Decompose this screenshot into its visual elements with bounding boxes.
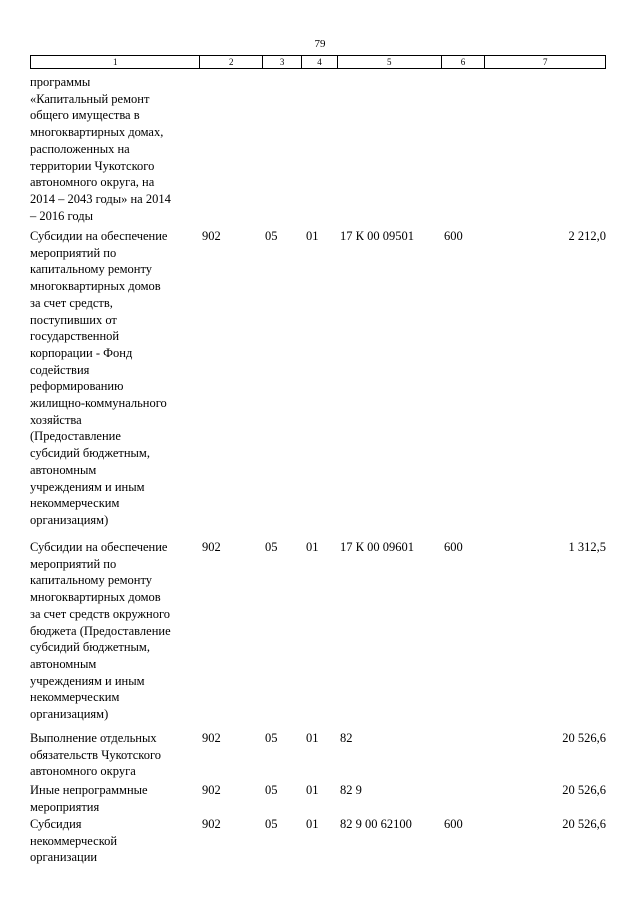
text-line: государственной — [30, 329, 120, 344]
row-name — [30, 730, 202, 780]
column-header-2: 2 — [200, 56, 263, 68]
amount: 20 526,6 — [562, 731, 606, 745]
text-line: многоквартирных домах, — [30, 125, 164, 140]
text-line: жилищно-коммунального — [30, 396, 167, 411]
text-line: мероприятия — [30, 799, 100, 814]
column-header-4: 4 — [302, 56, 338, 68]
text-line: организациям) — [30, 512, 109, 527]
amount: 2 212,0 — [568, 229, 606, 243]
section-code: 05 — [265, 783, 278, 797]
text-line: хозяйства — [30, 412, 82, 427]
text-line: Иные непрограммные — [30, 783, 148, 797]
text-line: учреждениям и иным — [30, 673, 145, 688]
continued-row-text — [30, 74, 205, 224]
subsection-code: 01 — [306, 731, 319, 745]
text-line: Субсидии на обеспечение — [30, 229, 168, 243]
section-code: 05 — [265, 229, 278, 243]
column-header-3: 3 — [263, 56, 302, 68]
text-line: за счет средств, — [30, 295, 113, 310]
column-header-5: 5 — [338, 56, 442, 68]
table-row — [30, 730, 606, 782]
row-name — [30, 782, 202, 815]
table-row — [30, 539, 606, 725]
text-line: автономного округа — [30, 764, 136, 779]
text-line: некоммерческой — [30, 833, 118, 848]
table-header — [30, 55, 606, 69]
column-header-7: 7 — [542, 57, 548, 67]
section-code: 05 — [265, 731, 278, 745]
subsection-code: 01 — [306, 229, 319, 243]
target-article-code: 82 9 00 62100 — [340, 817, 412, 831]
table-row — [30, 782, 606, 817]
text-line: – 2016 годы — [30, 208, 93, 223]
admin-code: 902 — [202, 540, 221, 554]
text-line: многоквартирных домов — [30, 279, 161, 294]
subsection-code: 01 — [306, 783, 319, 797]
section-code: 05 — [265, 540, 278, 554]
text-line: автономным — [30, 656, 97, 671]
text-line: общего имущества в — [30, 108, 140, 123]
text-line: многоквартирных домов — [30, 590, 161, 605]
text-line: капитальному ремонту — [30, 262, 153, 277]
target-article-code: 17 К 00 09501 — [340, 229, 414, 243]
amount: 20 526,6 — [562, 783, 606, 797]
target-article-code: 17 К 00 09601 — [340, 540, 414, 554]
text-line: поступивших от — [30, 312, 117, 327]
expense-type-code: 600 — [444, 540, 463, 554]
text-line: (Предоставление — [30, 429, 121, 444]
text-line: бюджета (Предоставление — [30, 623, 171, 638]
text-line: мероприятий по — [30, 556, 117, 571]
target-article-code: 82 9 — [340, 783, 362, 797]
text-line: территории Чукотского — [30, 158, 155, 173]
subsection-code: 01 — [306, 817, 319, 831]
text-line: Субсидии на обеспечение — [30, 540, 168, 554]
text-line: «Капитальный ремонт — [30, 91, 150, 106]
section-code: 05 — [265, 817, 278, 831]
text-line: содействия — [30, 362, 90, 377]
text-line: автономного округа, на — [30, 175, 155, 190]
table-row — [30, 816, 606, 868]
subsection-code: 01 — [306, 540, 319, 554]
amount: 20 526,6 — [562, 817, 606, 831]
text-line: некоммерческим — [30, 496, 120, 511]
table-row — [30, 228, 606, 533]
text-line: Выполнение отдельных — [30, 731, 157, 745]
text-line: субсидий бюджетным, — [30, 446, 150, 461]
row-name — [30, 228, 202, 529]
row-name — [30, 539, 202, 723]
text-line: организации — [30, 850, 98, 865]
text-line: некоммерческим — [30, 690, 120, 705]
text-line: Субсидия — [30, 817, 82, 831]
text-line: обязательств Чукотского — [30, 747, 162, 762]
text-line: программы — [30, 75, 91, 89]
text-line: за счет средств окружного — [30, 606, 171, 621]
admin-code: 902 — [202, 229, 221, 243]
text-line: корпорации - Фонд — [30, 345, 133, 360]
admin-code: 902 — [202, 817, 221, 831]
admin-code: 902 — [202, 783, 221, 797]
text-line: реформированию — [30, 379, 124, 394]
target-article-code: 82 — [340, 731, 353, 745]
page-number: 79 — [314, 38, 326, 50]
text-line: расположенных на — [30, 141, 130, 156]
admin-code: 902 — [202, 731, 221, 745]
column-header-6: 6 — [442, 56, 486, 68]
text-line: субсидий бюджетным, — [30, 640, 150, 655]
text-line: автономным — [30, 462, 97, 477]
amount: 1 312,5 — [568, 540, 606, 554]
expense-type-code: 600 — [444, 817, 463, 831]
text-line: капитальному ремонту — [30, 573, 153, 588]
text-line: 2014 – 2043 годы» на 2014 — [30, 191, 171, 206]
text-line: мероприятий по — [30, 245, 117, 260]
text-line: организациям) — [30, 707, 109, 722]
expense-type-code: 600 — [444, 229, 463, 243]
text-line: учреждениям и иным — [30, 479, 145, 494]
column-header-1: 1 — [31, 56, 200, 68]
row-name — [30, 816, 202, 866]
